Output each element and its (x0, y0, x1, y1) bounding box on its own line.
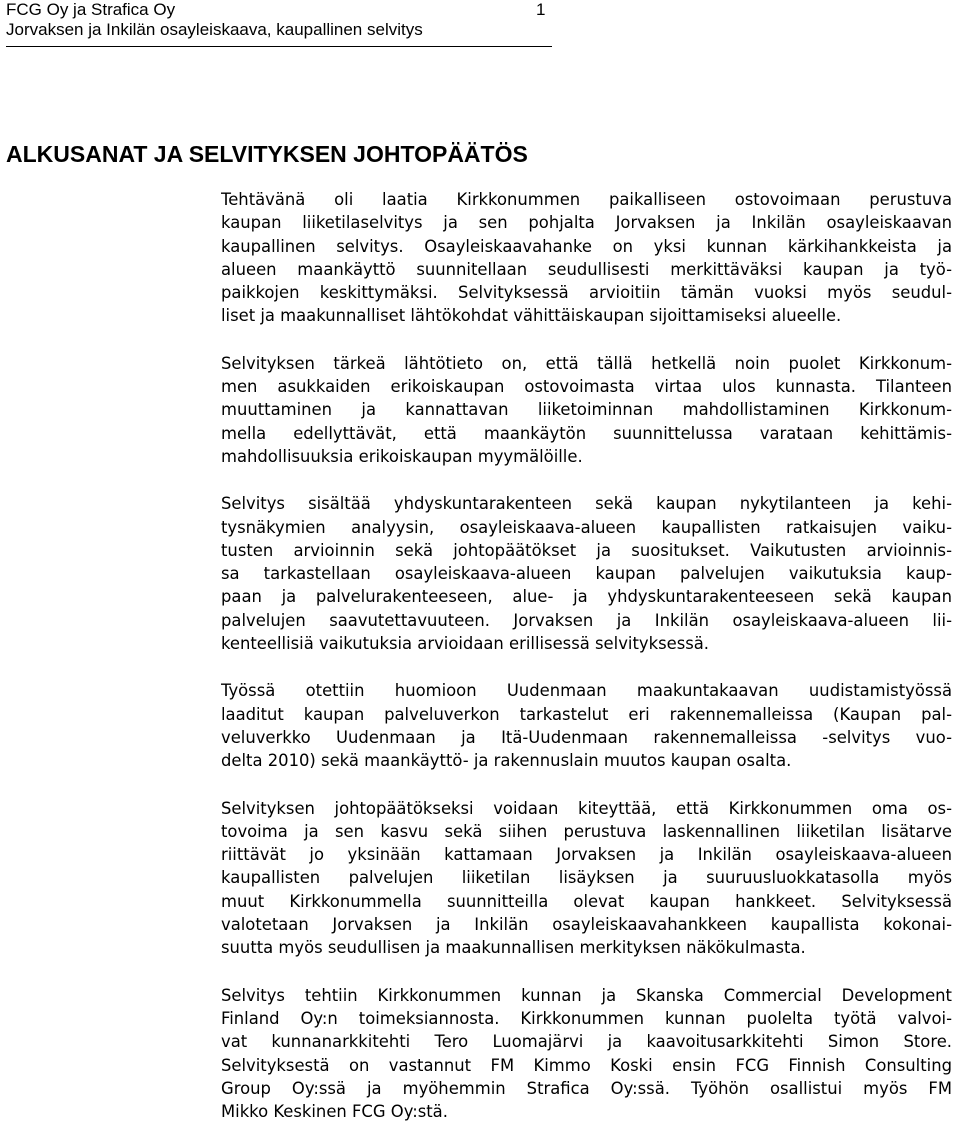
text-line: tovoima ja sen kasvu sekä siihen perustuva laskennallinen liiketilan lisätarve (221, 821, 952, 841)
text-line: kaupallisten palvelujen liiketilan lisäyksen ja suuruusluokkatasolla myös (221, 868, 952, 888)
page-number: 1 (536, 0, 546, 19)
section-heading: ALKUSANAT JA SELVITYKSEN JOHTOPÄÄTÖS (6, 141, 528, 167)
text-line: delta 2010) sekä maankäyttö- ja rakennuslain muutos kaupan osalta. (221, 751, 792, 771)
text-line: palvelujen saavutettavuuteen. Jorvaksen ja Inkilän osayleiskaava-alueen lii- (221, 610, 952, 630)
text-line: kenteellisiä vaikutuksia arvioidaan erillisessä selvityksessä. (221, 634, 710, 654)
text-line: Tehtävänä oli laatia Kirkkonummen paikalliseen ostovoimaan perustuva (221, 190, 952, 209)
paragraph (221, 984, 952, 1123)
text-line: Selvityksestä on vastannut FM Kimmo Koski ensin FCG Finnish Consulting (221, 1055, 952, 1075)
text-line: riittävät jo yksinään kattamaan Jorvaksen ja Inkilän osayleiskaava-alueen (221, 845, 952, 865)
text-line: muuttaminen ja kannattavan liiketoiminnan mahdollistaminen Kirkkonum- (221, 400, 952, 420)
text-line: Selvitys sisältää yhdyskuntarakenteen sekä kaupan nykytilanteen ja kehi- (221, 494, 952, 514)
text-line: Työssä otettiin huomioon Uudenmaan maakuntakaavan uudistamistyössä (221, 681, 952, 701)
text-line: alueen maankäyttö suunnitellaan seudullisesti merkittäväksi kaupan ja työ- (221, 259, 952, 279)
body-text (221, 188, 952, 1123)
text-line: Finland Oy:n toimeksiannosta. Kirkkonummen kunnan puolelta työtä valvoi- (221, 1008, 952, 1028)
paragraph (221, 679, 952, 772)
text-line: kaupan liiketilaselvitys ja sen pohjalta Jorvaksen ja Inkilän osayleiskaavan (221, 213, 952, 233)
text-line: paan ja palvelurakenteeseen, alue- ja yhdyskuntarakenteeseen sekä kaupan (221, 587, 952, 607)
text-line: Mikko Keskinen FCG Oy:stä. (221, 1102, 448, 1122)
text-line: veluverkko Uudenmaan ja Itä-Uudenmaan rakennemalleissa -selvitys vuo- (221, 727, 952, 747)
text-line: mella edellyttävät, että maankäytön suunnittelussa varataan kehittämis- (221, 423, 952, 443)
text-line: Selvityksen tärkeä lähtötieto on, että tällä hetkellä noin puolet Kirkkonum- (221, 353, 952, 373)
paragraph (221, 492, 952, 655)
text-line: muut Kirkkonummella suunnitteilla olevat kaupan hankkeet. Selvityksessä (221, 891, 952, 911)
text-line: sa tarkastellaan osayleiskaava-alueen kaupan palvelujen vaikutuksia kaup- (221, 564, 952, 584)
text-line: mahdollisuuksia erikoiskaupan myymälöille. (221, 446, 583, 466)
text-line: vat kunnanarkkitehti Tero Luomajärvi ja kaavoitusarkkitehti Simon Store. (221, 1032, 952, 1052)
text-line: Selvityksen johtopäätökseksi voidaan kiteyttää, että Kirkkonummen oma os- (221, 798, 952, 818)
page-header (6, 0, 552, 40)
paragraph (221, 797, 952, 960)
text-line: laaditut kaupan palveluverkon tarkastelut eri rakennemalleissa (Kaupan pal- (221, 704, 952, 724)
text-line: liset ja maakunnalliset lähtökohdat vähittäiskaupan sijoittamiseksi alueelle. (221, 306, 842, 326)
text-line: paikkojen keskittymäksi. Selvityksessä arvioitiin tämän vuoksi myös seudul- (221, 283, 952, 303)
header-divider (6, 46, 552, 47)
text-line: Group Oy:ssä ja myöhemmin Strafica Oy:ssä. Työhön osallistui myös FM (221, 1078, 952, 1098)
paragraph (221, 352, 952, 468)
text-line: men asukkaiden erikoiskaupan ostovoimasta virtaa ulos kunnasta. Tilanteen (221, 377, 952, 397)
text-line: tysnäkymien analyysin, osayleiskaava-alueen kaupallisten ratkaisujen vaiku- (221, 517, 952, 537)
text-line: Selvitys tehtiin Kirkkonummen kunnan ja Skanska Commercial Development (221, 985, 952, 1005)
text-line: kaupallinen selvitys. Osayleiskaavahanke on yksi kunnan kärkihankkeista ja (221, 236, 952, 256)
paragraph (221, 188, 952, 328)
text-line: suutta myös seudullisen ja maakunnallisen merkityksen näkökulmasta. (221, 938, 806, 958)
header-company: FCG Oy ja Strafica Oy (6, 0, 176, 19)
text-line: tusten arvioinnin sekä johtopäätökset ja suositukset. Vaikutusten arvioinnis- (221, 540, 952, 560)
header-document-title: Jorvaksen ja Inkilän osayleiskaava, kaupallinen selvitys (6, 20, 423, 39)
text-line: valotetaan Jorvaksen ja Inkilän osayleiskaavahankkeen kaupallista kokonai- (221, 915, 952, 935)
